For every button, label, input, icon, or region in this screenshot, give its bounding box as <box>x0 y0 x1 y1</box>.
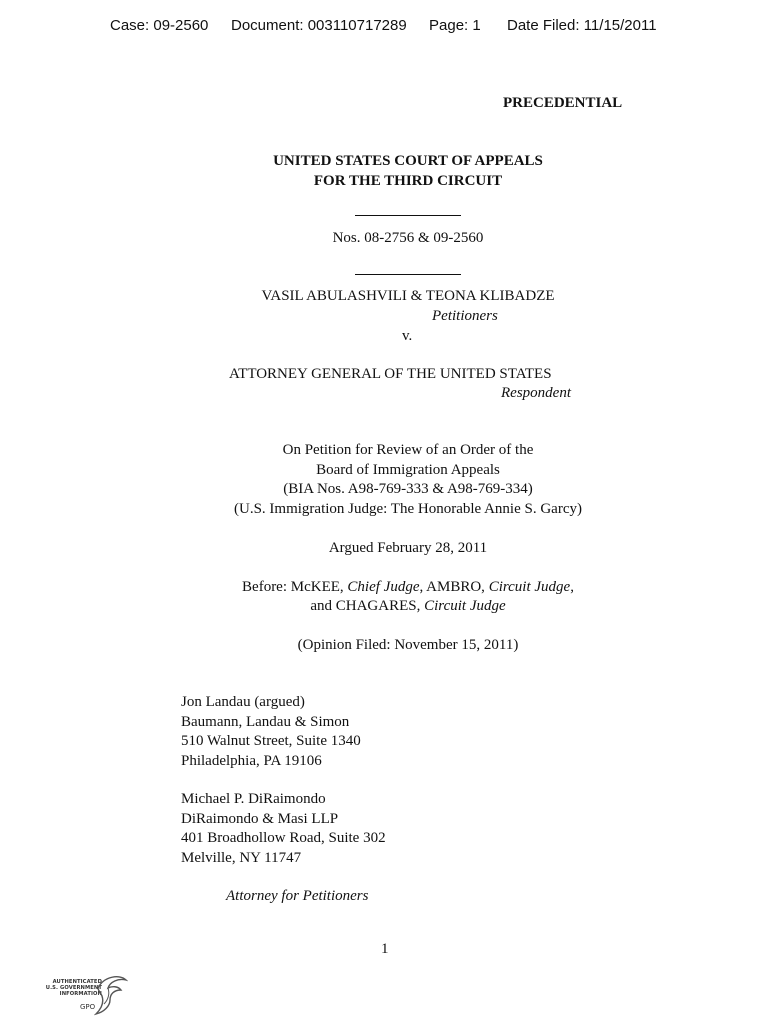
gpo-mark: GPO <box>80 1003 96 1011</box>
page-number: 1 <box>381 941 389 957</box>
precedential-label: PRECEDENTIAL <box>503 95 623 111</box>
gpo-seal-line: INFORMATION <box>59 991 102 997</box>
document-number-header: Document: 003110717289 <box>231 17 407 34</box>
attorney-for-petitioners: Attorney for Petitioners <box>226 888 369 904</box>
court-name-line2: FOR THE THIRD CIRCUIT <box>313 173 503 189</box>
counsel-line: 510 Walnut Street, Suite 1340 <box>181 733 361 749</box>
gpo-authentication-seal <box>40 972 130 1018</box>
counsel-block-2 <box>181 790 386 868</box>
counsel-line: Jon Landau (argued) <box>181 694 305 710</box>
panel-judge-title-2: Circuit Judge <box>424 598 506 614</box>
panel-judge-name-2: and CHAGARES, <box>310 598 425 614</box>
argued-date: Argued February 28, 2011 <box>328 540 488 556</box>
date-filed-header: Date Filed: 11/15/2011 <box>507 17 657 34</box>
counsel-line: 401 Broadhollow Road, Suite 302 <box>181 830 386 846</box>
panel-line1 <box>0 578 770 598</box>
counsel-block-1 <box>181 693 361 771</box>
counsel-line: Michael P. DiRaimondo <box>181 791 326 807</box>
petitioners-names: VASIL ABULASHVILI & TEONA KLIBADZE <box>261 288 555 304</box>
separator-rule-2 <box>0 262 770 280</box>
panel-chief-judge-name: Before: McKEE, <box>242 579 348 595</box>
panel-chief-judge-title: Chief Judge <box>347 579 420 595</box>
panel-line2 <box>0 597 770 617</box>
gpo-seal-line: U.S. GOVERNMENT <box>45 985 102 991</box>
petition-line3: (BIA Nos. A98-769-333 & A98-769-334) <box>283 481 533 497</box>
page-header: Page: 1 <box>429 17 481 34</box>
panel-comma: , <box>570 579 574 595</box>
respondent-name: ATTORNEY GENERAL OF THE UNITED STATES <box>229 366 552 382</box>
case-number-header: Case: 09-2560 <box>110 17 209 34</box>
petitioners-role: Petitioners <box>432 308 498 324</box>
court-name-line1: UNITED STATES COURT OF APPEALS <box>273 153 543 169</box>
respondent-role: Respondent <box>501 385 571 401</box>
opinion-filed-date: (Opinion Filed: November 15, 2011) <box>297 637 519 653</box>
counsel-line: DiRaimondo & Masi LLP <box>181 810 339 827</box>
counsel-line: Philadelphia, PA 19106 <box>181 752 322 769</box>
case-numbers: Nos. 08-2756 & 09-2560 <box>332 230 484 246</box>
petition-line2: Board of Immigration Appeals <box>316 462 500 478</box>
panel-circuit-judge-title: Circuit Judge <box>488 579 571 595</box>
petition-line1: On Petition for Review of an Order of the <box>282 442 534 458</box>
separator-rule-1 <box>0 203 770 221</box>
counsel-line: Melville, NY 11747 <box>181 849 302 866</box>
eagle-icon <box>94 974 128 1016</box>
petition-line4: (U.S. Immigration Judge: The Honorable Annie S. Garcy) <box>234 501 582 517</box>
panel-circuit-judge-name: , AMBRO, <box>419 579 489 595</box>
versus: v. <box>402 328 413 344</box>
counsel-line: Baumann, Landau & Simon <box>181 713 350 730</box>
gpo-seal-line: AUTHENTICATED <box>52 979 102 985</box>
